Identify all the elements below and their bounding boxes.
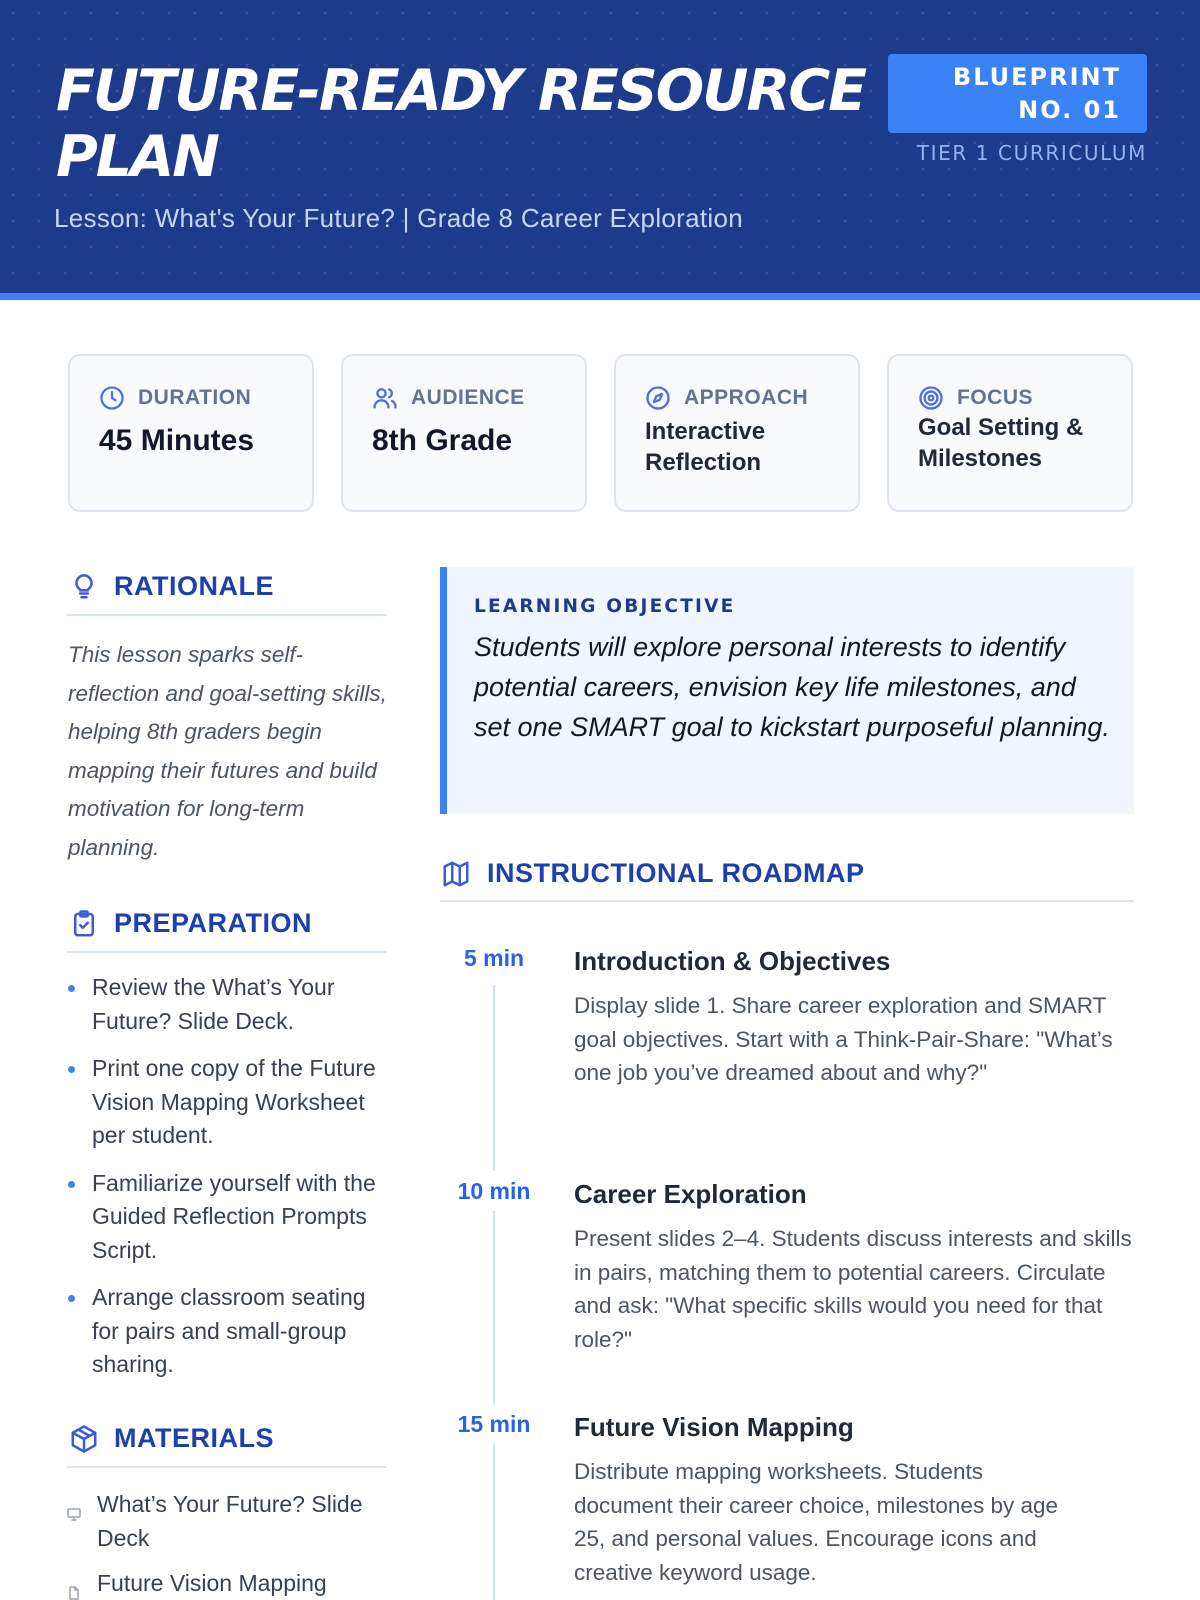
blueprint-badge bbox=[888, 54, 1147, 133]
target-icon bbox=[917, 384, 945, 412]
learning-objective-callout bbox=[440, 567, 1134, 814]
list-item bbox=[68, 1281, 388, 1382]
preparation-heading: PREPARATION bbox=[114, 908, 313, 938]
list-item-text: Print one copy of the Future Vision Mapping Worksheet per student. bbox=[92, 1055, 376, 1148]
step-description: Distribute mapping worksheets. Students document their career choice, milestones by age 25, and personal values. Encourage icons and creative keyword usage. bbox=[574, 1459, 1059, 1585]
step-title: Future Vision Mapping bbox=[574, 1412, 854, 1442]
materials-heading: MATERIALS bbox=[114, 1423, 274, 1453]
materials-list bbox=[66, 1488, 396, 1600]
stat-value: Goal Setting & Milestones bbox=[918, 414, 1084, 472]
stat-card-audience bbox=[341, 354, 587, 512]
step-description: Present slides 2–4. Students discuss interests and skills in pairs, matching them to potential careers. Circulate and ask: "What specific skills would you need for that role?" bbox=[574, 1226, 1132, 1352]
clock-icon bbox=[98, 384, 126, 412]
list-item-text: What’s Your Future? Slide Deck bbox=[97, 1491, 363, 1551]
section-divider bbox=[67, 951, 387, 953]
bullet-dot bbox=[68, 985, 75, 992]
stat-value: 8th Grade bbox=[372, 424, 513, 457]
list-item bbox=[66, 1567, 396, 1600]
step-description: Display slide 1. Share career exploration and SMART goal objectives. Start with a Think-Pair-Share: "What’s one job you’ve dreamed about and why?" bbox=[574, 993, 1113, 1085]
file-icon bbox=[66, 1585, 82, 1600]
package-icon bbox=[69, 1424, 99, 1454]
clipboard-check-icon bbox=[69, 909, 99, 939]
users-icon bbox=[371, 384, 399, 412]
step-time: 5 min bbox=[439, 938, 549, 978]
badge-line-1: BLUEPRINT bbox=[952, 63, 1121, 91]
bullet-dot bbox=[68, 1181, 75, 1188]
page-header bbox=[0, 0, 1200, 300]
stat-label: APPROACH bbox=[684, 386, 809, 409]
rationale-heading: RATIONALE bbox=[114, 571, 274, 601]
objective-text: Students will explore personal interests to identify potential careers, envision key life milestones, and set one SMART goal to kickstart purposeful planning. bbox=[474, 632, 1110, 742]
compass-icon bbox=[644, 384, 672, 412]
list-item bbox=[68, 1052, 388, 1153]
step-title: Introduction & Objectives bbox=[574, 946, 891, 976]
bullet-dot bbox=[68, 1066, 75, 1073]
stat-card-focus bbox=[887, 354, 1133, 512]
list-item bbox=[66, 1488, 396, 1555]
timeline-line bbox=[493, 985, 495, 1600]
step-time: 15 min bbox=[439, 1404, 549, 1444]
stat-value: 45 Minutes bbox=[99, 424, 255, 457]
step-time: 10 min bbox=[439, 1171, 549, 1211]
objective-label: LEARNING OBJECTIVE bbox=[474, 596, 736, 617]
section-divider bbox=[67, 1466, 387, 1468]
stat-card-duration bbox=[68, 354, 314, 512]
map-icon bbox=[441, 859, 471, 889]
stat-label: FOCUS bbox=[957, 386, 1033, 409]
stat-label: DURATION bbox=[138, 386, 252, 409]
list-item-text: Familiarize yourself with the Guided Reflection Prompts Script. bbox=[92, 1169, 376, 1263]
step-title: Career Exploration bbox=[574, 1179, 807, 1209]
presentation-icon bbox=[66, 1506, 82, 1522]
tier-label: TIER 1 CURRICULUM bbox=[916, 141, 1147, 165]
section-divider bbox=[440, 900, 1134, 902]
bullet-dot bbox=[68, 1295, 75, 1302]
list-item bbox=[68, 971, 388, 1038]
stat-label: AUDIENCE bbox=[411, 386, 525, 409]
section-divider bbox=[67, 614, 387, 616]
list-item-text: Review the What’s Your Future? Slide Deck. bbox=[92, 974, 335, 1034]
preparation-list bbox=[68, 971, 388, 1396]
stat-value: Interactive Reflection bbox=[645, 418, 766, 476]
lightbulb-icon bbox=[69, 571, 99, 601]
page-title: FUTURE-READY RESOURCE PLAN bbox=[56, 58, 866, 190]
list-item bbox=[68, 1167, 388, 1268]
roadmap-heading: INSTRUCTIONAL ROADMAP bbox=[487, 858, 865, 888]
rationale-text: This lesson sparks self-reflection and goal-setting skills, helping 8th graders begin mapping their futures and build motivation for long-term planning. bbox=[68, 642, 387, 860]
list-item-text: Future Vision Mapping bbox=[97, 1570, 327, 1596]
lesson-subtitle: Lesson: What's Your Future? | Grade 8 Career Exploration bbox=[54, 203, 743, 233]
stat-card-approach bbox=[614, 354, 860, 512]
badge-line-2: NO. 01 bbox=[1018, 96, 1121, 124]
list-item-text: Arrange classroom seating for pairs and small-group sharing. bbox=[92, 1284, 366, 1377]
